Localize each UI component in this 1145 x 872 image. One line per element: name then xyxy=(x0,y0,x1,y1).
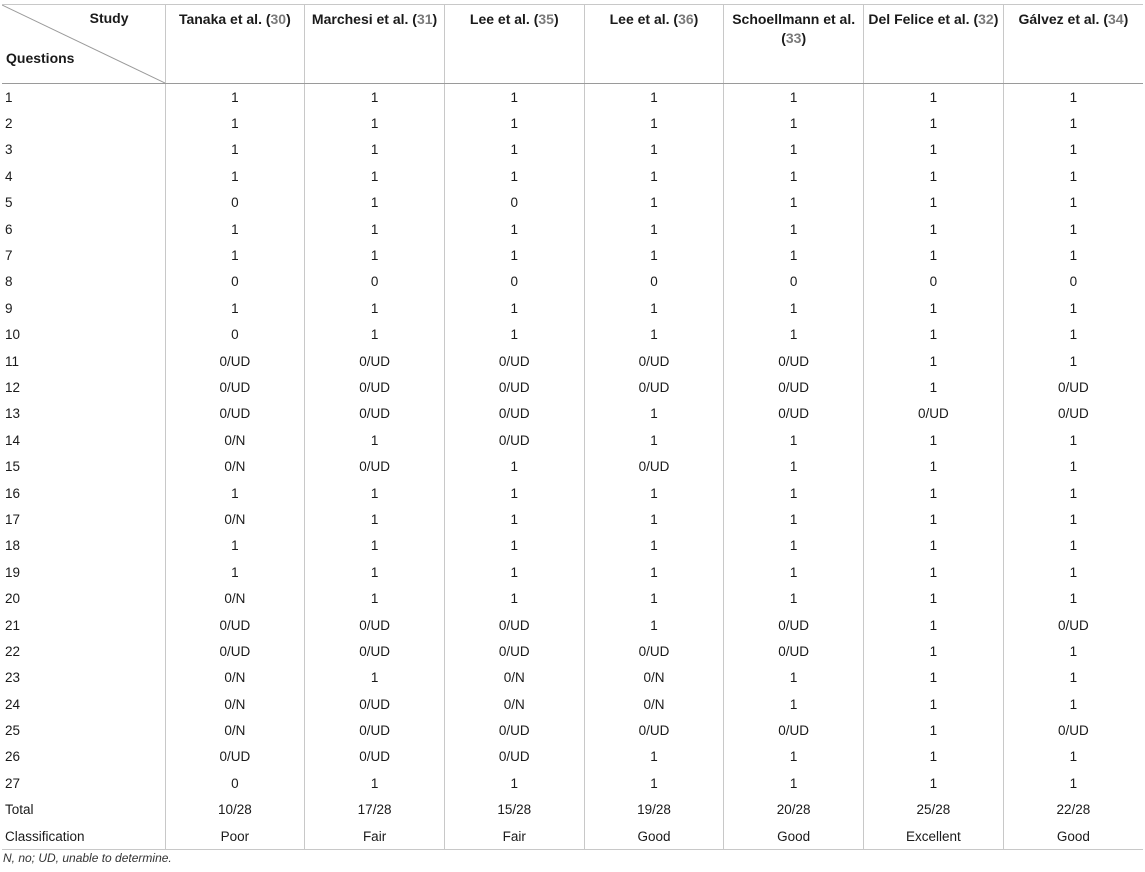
score-cell: Fair xyxy=(305,823,445,850)
score-cell: 1 xyxy=(444,163,584,189)
score-cell: 0/UD xyxy=(724,612,864,638)
table-row xyxy=(2,216,1143,242)
row-label: 27 xyxy=(5,775,21,791)
study-close: ) xyxy=(993,11,999,27)
table-row xyxy=(2,401,1143,427)
study-header-4 xyxy=(584,5,724,84)
table-row xyxy=(2,744,1143,770)
reference-link[interactable]: 30 xyxy=(270,11,287,27)
table-row xyxy=(2,717,1143,743)
row-label: 24 xyxy=(5,696,21,712)
score-cell: 1 xyxy=(584,480,724,506)
score-cell: 1 xyxy=(724,110,864,136)
score-cell: 0/UD xyxy=(1003,717,1143,743)
score-cell: 1 xyxy=(305,427,445,453)
score-cell: Good xyxy=(1003,823,1143,850)
row-label: 23 xyxy=(5,670,21,686)
score-cell: 0 xyxy=(724,269,864,295)
score-cell: 1 xyxy=(864,559,1004,585)
score-cell: 0 xyxy=(584,269,724,295)
score-cell: Good xyxy=(724,823,864,850)
score-cell: 1 xyxy=(444,506,584,532)
row-label: 18 xyxy=(5,538,21,554)
score-cell: 1 xyxy=(1003,190,1143,216)
row-label: Classification xyxy=(2,823,165,850)
score-cell: 1 xyxy=(864,190,1004,216)
score-cell: 1 xyxy=(584,84,724,111)
score-cell: 1 xyxy=(444,453,584,479)
score-cell: 1 xyxy=(864,638,1004,664)
score-cell: 1 xyxy=(724,427,864,453)
score-cell: 0/UD xyxy=(305,744,445,770)
score-cell: 25/28 xyxy=(864,797,1004,823)
study-close: ) xyxy=(286,11,291,27)
study-name: Lee et al. ( xyxy=(469,11,539,27)
table-row xyxy=(2,110,1143,136)
study-close: ) xyxy=(553,11,559,27)
score-cell: 20/28 xyxy=(724,797,864,823)
row-label: 16 xyxy=(5,485,21,501)
score-cell: 1 xyxy=(305,559,445,585)
quality-assessment-table xyxy=(2,4,1143,850)
table-row xyxy=(2,322,1143,348)
score-cell: 0/N xyxy=(165,691,305,717)
score-cell: 0/UD xyxy=(305,638,445,664)
study-header-2 xyxy=(305,5,445,84)
score-cell: 1 xyxy=(724,453,864,479)
table-row xyxy=(2,427,1143,453)
table-row xyxy=(2,559,1143,585)
score-cell: 1 xyxy=(165,480,305,506)
score-cell: 0/UD xyxy=(165,744,305,770)
row-label: 6 xyxy=(5,221,13,237)
score-cell: 1 xyxy=(444,84,584,111)
row-label: 1 xyxy=(5,89,13,105)
score-cell: 0/N xyxy=(165,665,305,691)
row-label: Total xyxy=(5,802,34,818)
score-cell: 0/UD xyxy=(165,638,305,664)
score-cell: 1 xyxy=(864,480,1004,506)
score-cell: 1 xyxy=(864,295,1004,321)
row-label: 2 xyxy=(5,116,13,132)
score-cell: 1 xyxy=(724,242,864,268)
score-cell: 1 xyxy=(305,585,445,611)
table-row xyxy=(2,533,1143,559)
score-cell: 0 xyxy=(444,269,584,295)
score-cell: 1 xyxy=(1003,322,1143,348)
score-cell: 1 xyxy=(1003,533,1143,559)
score-cell: 0/UD xyxy=(305,612,445,638)
score-cell: 0 xyxy=(305,269,445,295)
score-cell: 1 xyxy=(584,322,724,348)
score-cell: 1 xyxy=(305,322,445,348)
score-cell: 1 xyxy=(1003,216,1143,242)
score-cell: 1 xyxy=(305,163,445,189)
table-row xyxy=(2,665,1143,691)
table-row xyxy=(2,348,1143,374)
score-cell: 1 xyxy=(1003,348,1143,374)
row-label: 8 xyxy=(5,274,13,290)
reference-link[interactable]: 32 xyxy=(978,11,994,27)
score-cell: 0 xyxy=(165,770,305,796)
table-row xyxy=(2,585,1143,611)
score-cell: 1 xyxy=(724,533,864,559)
score-cell: 1 xyxy=(444,110,584,136)
study-name: Del Felice et al. ( xyxy=(868,11,979,27)
score-cell: 0/N xyxy=(165,506,305,532)
score-cell: 0/UD xyxy=(165,401,305,427)
table-row xyxy=(2,84,1143,111)
corner-study-label: Study xyxy=(89,10,129,26)
reference-link[interactable]: 33 xyxy=(785,30,802,46)
study-name: Tanaka et al. ( xyxy=(178,11,271,27)
row-label: 11 xyxy=(5,353,20,369)
score-cell: 1 xyxy=(165,163,305,189)
row-label: 4 xyxy=(5,168,13,184)
score-cell: 0/UD xyxy=(724,348,864,374)
score-cell: 1 xyxy=(305,190,445,216)
score-cell: 0/UD xyxy=(444,638,584,664)
score-cell: 0/N xyxy=(584,691,724,717)
score-cell: 0/UD xyxy=(165,612,305,638)
study-header-7 xyxy=(1003,5,1143,84)
score-cell: 1 xyxy=(444,585,584,611)
score-cell: 1 xyxy=(305,242,445,268)
score-cell: 1 xyxy=(1003,691,1143,717)
score-cell: 0/UD xyxy=(724,374,864,400)
score-cell: 1 xyxy=(724,137,864,163)
study-name: Schoellmann et al. ( xyxy=(732,11,856,46)
score-cell: 1 xyxy=(165,216,305,242)
score-cell: 1 xyxy=(165,559,305,585)
row-label: 22 xyxy=(5,643,21,659)
study-close: ) xyxy=(801,30,807,46)
score-cell: 10/28 xyxy=(165,797,305,823)
score-cell: 1 xyxy=(305,84,445,111)
reference-link[interactable]: 35 xyxy=(538,11,554,27)
score-cell: 1 xyxy=(864,533,1004,559)
score-cell: 1 xyxy=(1003,163,1143,189)
score-cell: 1 xyxy=(1003,559,1143,585)
score-cell: 1 xyxy=(165,295,305,321)
score-cell: 0/UD xyxy=(444,612,584,638)
score-cell: 0/UD xyxy=(1003,401,1143,427)
score-cell: Fair xyxy=(444,823,584,850)
reference-link[interactable]: 36 xyxy=(678,11,694,27)
score-cell: 1 xyxy=(724,585,864,611)
score-cell: 1 xyxy=(864,137,1004,163)
score-cell: 1 xyxy=(864,691,1004,717)
study-close: ) xyxy=(1123,11,1129,27)
table-row xyxy=(2,242,1143,268)
table-row xyxy=(2,506,1143,532)
score-cell: 1 xyxy=(444,322,584,348)
score-cell: 1 xyxy=(864,110,1004,136)
score-cell: 1 xyxy=(864,242,1004,268)
row-label: 7 xyxy=(5,248,13,264)
score-cell: 0/UD xyxy=(305,348,445,374)
score-cell: 1 xyxy=(305,137,445,163)
score-cell: 1 xyxy=(1003,137,1143,163)
score-cell: 0/UD xyxy=(444,717,584,743)
table-footnote: N, no; UD, unable to determine. xyxy=(3,851,172,865)
score-cell: 1 xyxy=(165,137,305,163)
score-cell: 1 xyxy=(724,770,864,796)
study-header-6 xyxy=(864,5,1004,84)
score-cell: 0/N xyxy=(165,585,305,611)
score-cell: 1 xyxy=(1003,110,1143,136)
score-cell: 1 xyxy=(1003,744,1143,770)
score-cell: 1 xyxy=(444,770,584,796)
score-cell: 0/N xyxy=(165,717,305,743)
study-header-1 xyxy=(165,5,305,84)
score-cell: 0/UD xyxy=(724,401,864,427)
score-cell: 1 xyxy=(724,559,864,585)
row-label: 26 xyxy=(5,749,21,765)
score-cell: 1 xyxy=(584,295,724,321)
score-cell: 0/UD xyxy=(584,638,724,664)
score-cell: 1 xyxy=(584,110,724,136)
score-cell: 0/UD xyxy=(444,744,584,770)
score-cell: 1 xyxy=(165,533,305,559)
score-cell: 0/UD xyxy=(165,348,305,374)
score-cell: Good xyxy=(584,823,724,850)
table-row xyxy=(2,638,1143,664)
score-cell: 1 xyxy=(864,717,1004,743)
score-cell: 0/UD xyxy=(724,638,864,664)
score-cell: 15/28 xyxy=(444,797,584,823)
score-cell: 1 xyxy=(864,322,1004,348)
score-cell: 0/UD xyxy=(584,348,724,374)
row-label: 10 xyxy=(5,327,21,343)
score-cell: 1 xyxy=(1003,585,1143,611)
corner-questions-label: Questions xyxy=(6,50,75,66)
table-row xyxy=(2,453,1143,479)
reference-link[interactable]: 34 xyxy=(1107,11,1124,27)
score-cell: 1 xyxy=(584,533,724,559)
row-label: 3 xyxy=(5,142,13,158)
score-cell: 1 xyxy=(444,216,584,242)
score-cell: 0/UD xyxy=(584,717,724,743)
score-cell: 1 xyxy=(165,110,305,136)
score-cell: 1 xyxy=(724,744,864,770)
score-cell: 1 xyxy=(724,691,864,717)
score-cell: 1 xyxy=(444,137,584,163)
score-cell: 1 xyxy=(305,110,445,136)
table-row xyxy=(2,823,1143,850)
row-label: 9 xyxy=(5,300,13,316)
score-cell: 0/UD xyxy=(1003,374,1143,400)
score-cell: 0 xyxy=(165,269,305,295)
score-cell: 0/UD xyxy=(305,374,445,400)
score-cell: 1 xyxy=(864,348,1004,374)
table-row xyxy=(2,797,1143,823)
score-cell: 0/UD xyxy=(305,691,445,717)
score-cell: Excellent xyxy=(864,823,1004,850)
table-row xyxy=(2,269,1143,295)
reference-link[interactable]: 31 xyxy=(416,11,433,27)
study-close: ) xyxy=(432,11,438,27)
row-label: 12 xyxy=(5,379,21,395)
score-cell: 19/28 xyxy=(584,797,724,823)
table-row xyxy=(2,374,1143,400)
score-cell: 1 xyxy=(584,190,724,216)
score-cell: 1 xyxy=(864,744,1004,770)
score-cell: 1 xyxy=(864,427,1004,453)
table-row xyxy=(2,612,1143,638)
table-row xyxy=(2,480,1143,506)
score-cell: 1 xyxy=(724,322,864,348)
score-cell: 1 xyxy=(1003,242,1143,268)
study-name: Gálvez et al. ( xyxy=(1018,11,1108,27)
score-cell: 0/UD xyxy=(724,717,864,743)
row-label: 19 xyxy=(5,564,21,580)
row-label: 21 xyxy=(5,617,21,633)
score-cell: 1 xyxy=(584,612,724,638)
table-row xyxy=(2,190,1143,216)
score-cell: 1 xyxy=(1003,84,1143,111)
score-cell: 22/28 xyxy=(1003,797,1143,823)
row-label: 20 xyxy=(5,591,21,607)
score-cell: 0/UD xyxy=(584,374,724,400)
score-cell: 1 xyxy=(724,506,864,532)
score-cell: 1 xyxy=(724,295,864,321)
score-cell: 1 xyxy=(724,190,864,216)
score-cell: 1 xyxy=(1003,506,1143,532)
row-label: 25 xyxy=(5,723,21,739)
score-cell: 0/UD xyxy=(305,717,445,743)
score-cell: 1 xyxy=(724,480,864,506)
table-row xyxy=(2,137,1143,163)
score-cell: 1 xyxy=(864,453,1004,479)
table-row xyxy=(2,295,1143,321)
score-cell: Poor xyxy=(165,823,305,850)
score-cell: 1 xyxy=(305,480,445,506)
score-cell: 0/UD xyxy=(305,453,445,479)
score-cell: 0/UD xyxy=(305,401,445,427)
score-cell: 1 xyxy=(864,216,1004,242)
row-label: 14 xyxy=(5,432,21,448)
score-cell: 1 xyxy=(584,401,724,427)
score-cell: 1 xyxy=(864,374,1004,400)
score-cell: 1 xyxy=(1003,665,1143,691)
score-cell: 0/N xyxy=(165,453,305,479)
score-cell: 1 xyxy=(165,84,305,111)
score-cell: 1 xyxy=(864,163,1004,189)
score-cell: 1 xyxy=(444,295,584,321)
score-cell: 1 xyxy=(584,585,724,611)
score-cell: 1 xyxy=(444,559,584,585)
score-cell: 0/UD xyxy=(444,374,584,400)
table-row xyxy=(2,770,1143,796)
score-cell: 0/N xyxy=(444,691,584,717)
score-cell: 1 xyxy=(724,665,864,691)
score-cell: 1 xyxy=(724,84,864,111)
diagonal-divider xyxy=(2,5,165,83)
score-cell: 1 xyxy=(305,506,445,532)
score-cell: 1 xyxy=(864,506,1004,532)
score-cell: 0 xyxy=(864,269,1004,295)
score-cell: 0/UD xyxy=(444,427,584,453)
score-cell: 1 xyxy=(864,665,1004,691)
score-cell: 1 xyxy=(1003,480,1143,506)
score-cell: 0/UD xyxy=(864,401,1004,427)
score-cell: 1 xyxy=(584,163,724,189)
study-header-5 xyxy=(724,5,864,84)
score-cell: 0 xyxy=(444,190,584,216)
score-cell: 0/UD xyxy=(165,374,305,400)
score-cell: 1 xyxy=(724,163,864,189)
score-cell: 0/UD xyxy=(584,453,724,479)
score-cell: 1 xyxy=(584,744,724,770)
score-cell: 0/N xyxy=(584,665,724,691)
score-cell: 1 xyxy=(165,242,305,268)
row-label: 5 xyxy=(5,195,13,211)
score-cell: 1 xyxy=(584,770,724,796)
score-cell: 1 xyxy=(584,427,724,453)
score-cell: 1 xyxy=(864,84,1004,111)
score-cell: 0 xyxy=(165,322,305,348)
score-cell: 1 xyxy=(305,295,445,321)
score-cell: 1 xyxy=(584,506,724,532)
score-cell: 1 xyxy=(584,559,724,585)
score-cell: 1 xyxy=(444,242,584,268)
study-name: Marchesi et al. ( xyxy=(311,11,417,27)
table-body xyxy=(2,84,1143,850)
study-header-3 xyxy=(444,5,584,84)
table-row xyxy=(2,163,1143,189)
score-cell: 0/N xyxy=(165,427,305,453)
score-cell: 1 xyxy=(584,216,724,242)
score-cell: 17/28 xyxy=(305,797,445,823)
score-cell: 1 xyxy=(864,585,1004,611)
score-cell: 0 xyxy=(1003,269,1143,295)
score-cell: 1 xyxy=(305,665,445,691)
score-cell: 0/UD xyxy=(444,401,584,427)
score-cell: 0 xyxy=(165,190,305,216)
score-cell: 1 xyxy=(305,770,445,796)
score-cell: 1 xyxy=(1003,295,1143,321)
score-cell: 1 xyxy=(864,612,1004,638)
score-cell: 0/N xyxy=(444,665,584,691)
row-label: 17 xyxy=(5,511,21,527)
score-cell: 0/UD xyxy=(444,348,584,374)
score-cell: 1 xyxy=(724,216,864,242)
score-cell: 1 xyxy=(1003,638,1143,664)
score-cell: 1 xyxy=(1003,427,1143,453)
row-label: 13 xyxy=(5,406,21,422)
study-close: ) xyxy=(693,11,699,27)
score-cell: 1 xyxy=(1003,770,1143,796)
score-cell: 1 xyxy=(444,480,584,506)
score-cell: 0/UD xyxy=(1003,612,1143,638)
score-cell: 1 xyxy=(305,533,445,559)
corner-cell xyxy=(2,5,165,84)
score-cell: 1 xyxy=(1003,453,1143,479)
score-cell: 1 xyxy=(444,533,584,559)
score-cell: 1 xyxy=(305,216,445,242)
score-cell: 1 xyxy=(584,242,724,268)
table-row xyxy=(2,691,1143,717)
row-label: 15 xyxy=(5,459,21,475)
score-cell: 1 xyxy=(584,137,724,163)
score-cell: 1 xyxy=(864,770,1004,796)
header-row xyxy=(2,5,1143,84)
study-name: Lee et al. ( xyxy=(609,11,679,27)
